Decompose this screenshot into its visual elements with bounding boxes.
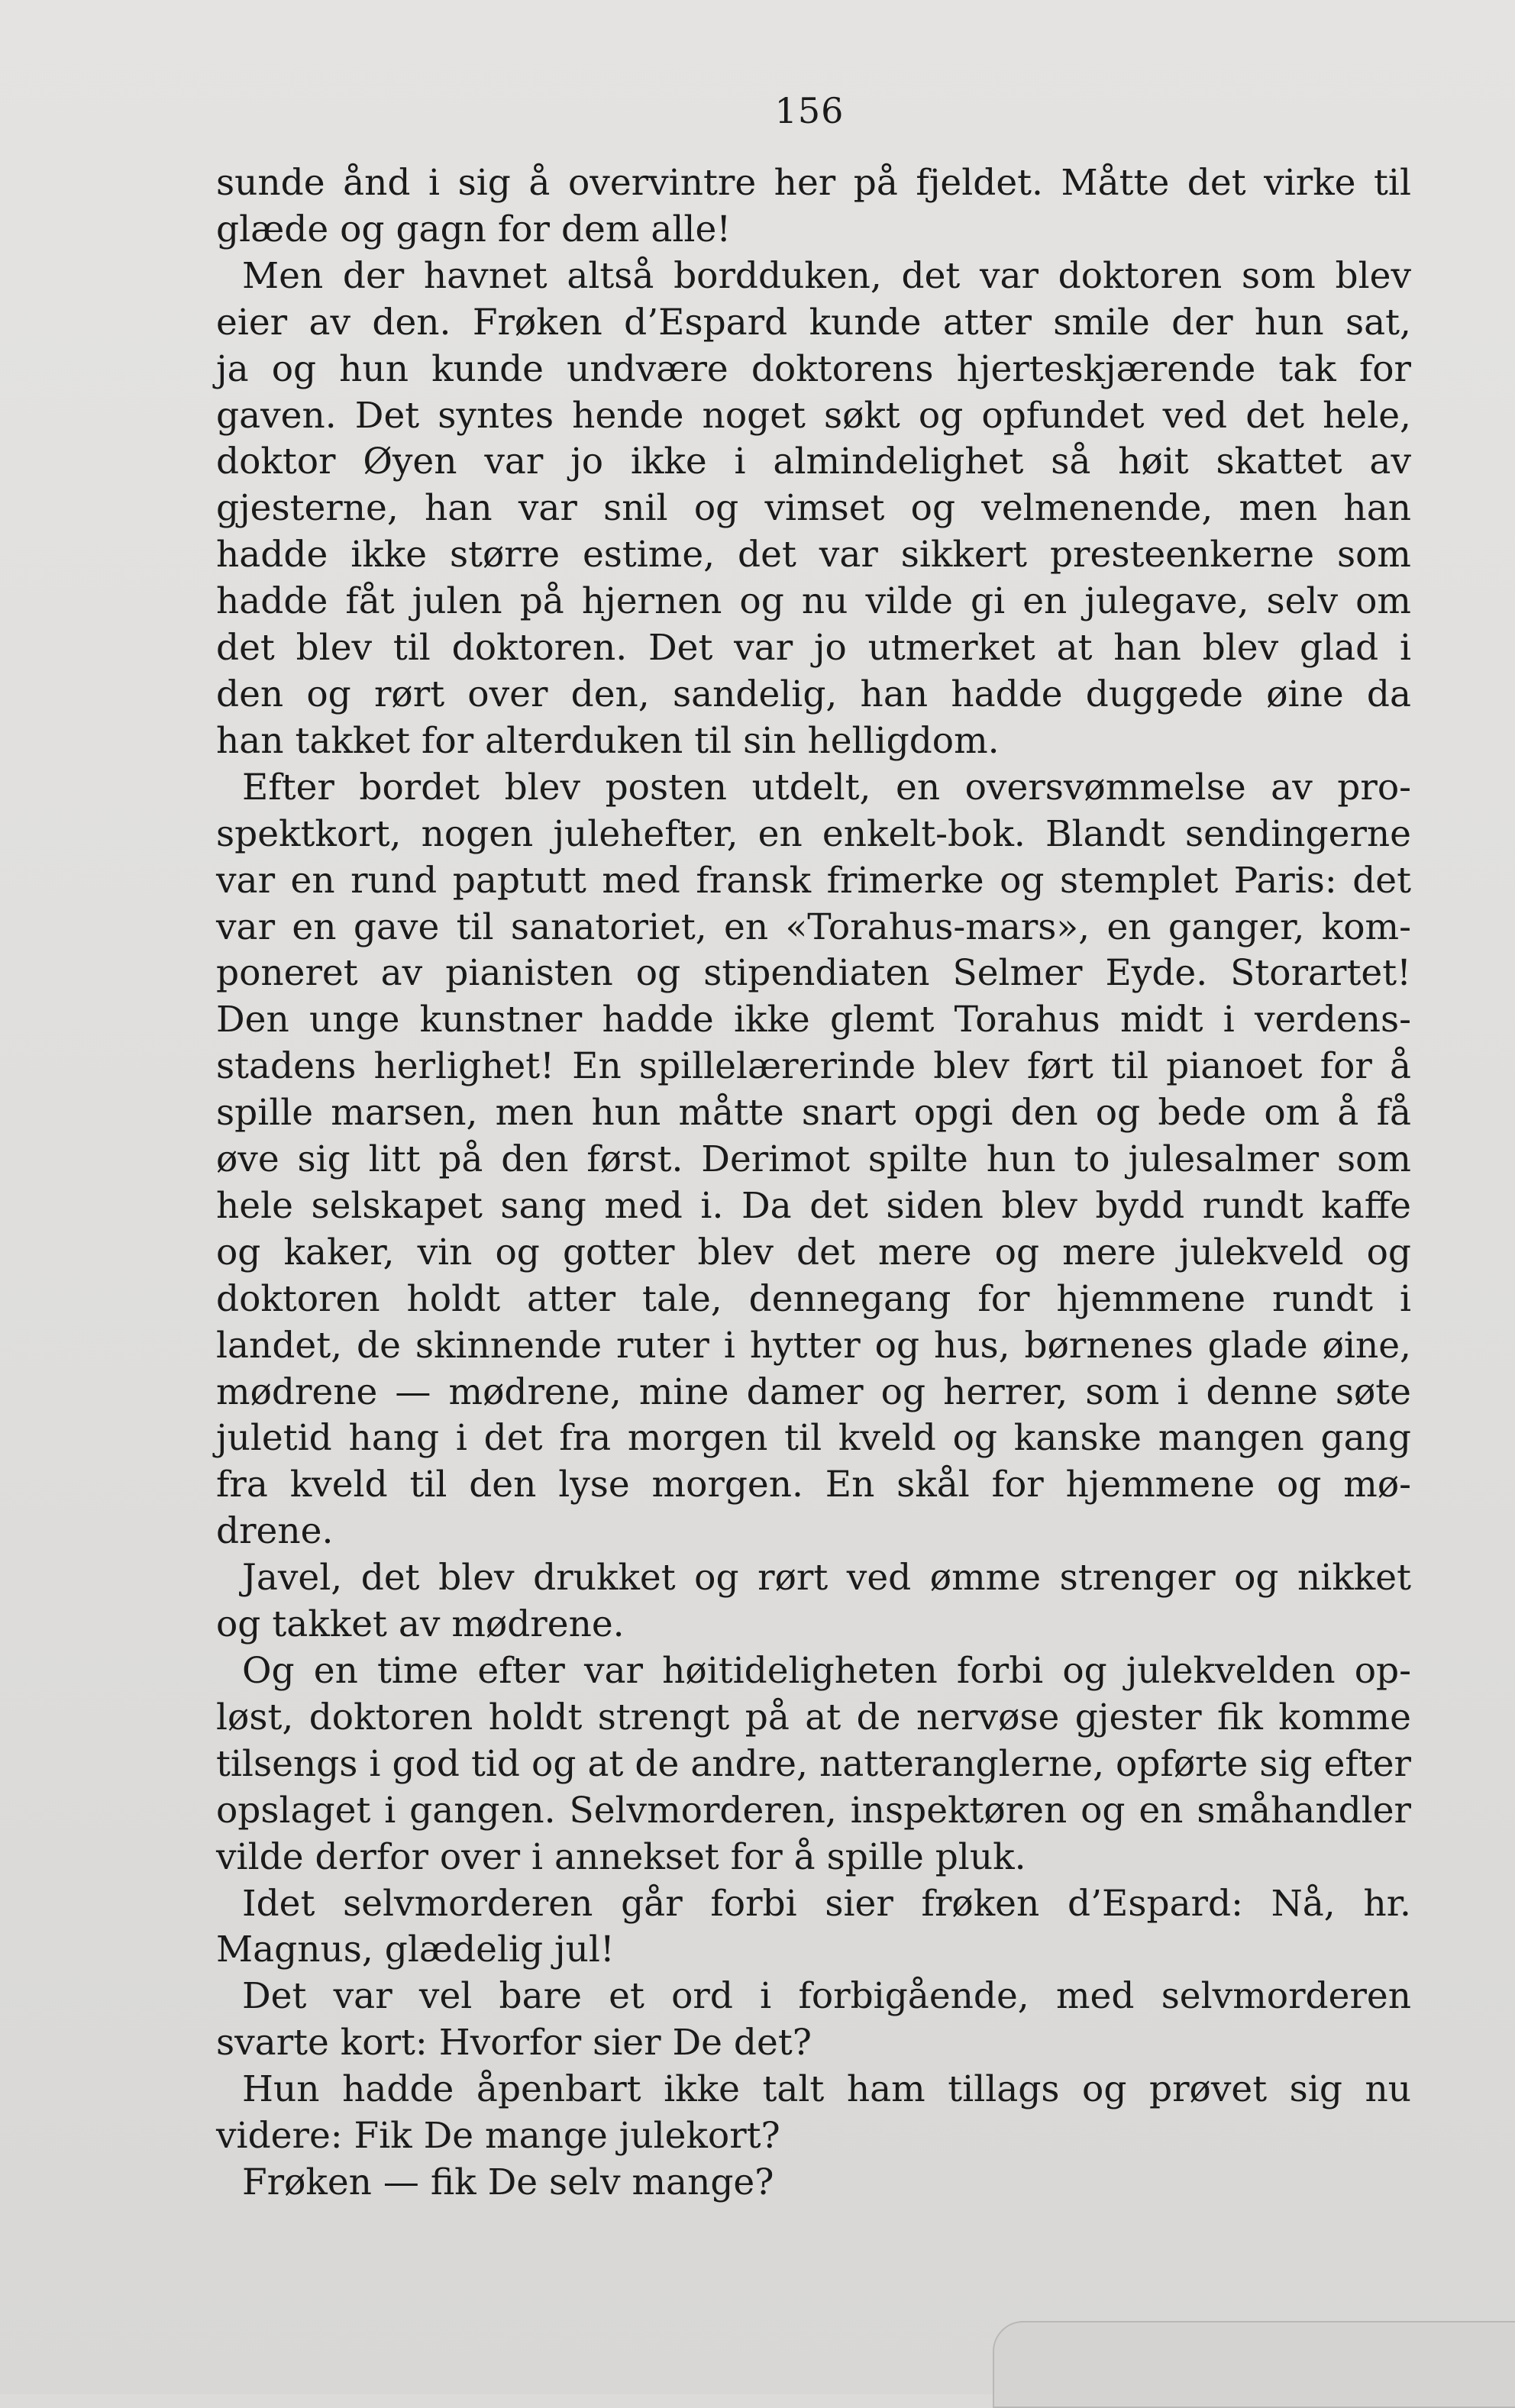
text-line: ja og hun kunde undvære doktorens hjerteskjærende tak for — [216, 347, 1411, 390]
text-line: øve sig litt på den først. Derimot spilte hun to julesalmer som — [216, 1138, 1411, 1181]
text-line: hadde fåt julen på hjernen og nu vilde gi en julegave, selv om — [216, 580, 1411, 623]
text-line: gjesterne, han var snil og vimset og velmenende, men han — [216, 487, 1411, 530]
text-line: juletid hang i det fra morgen til kveld og kanske mangen gang — [216, 1417, 1411, 1460]
text-line: Og en time efter var høitideligheten forbi og julekvelden op- — [242, 1650, 1411, 1692]
text-line: Men der havnet altså bordduken, det var doktoren som blev — [242, 254, 1411, 297]
text-line: Javel, det blev drukket og rørt ved ømme strenger og nikket — [242, 1557, 1411, 1599]
text-line: det blev til doktoren. Det var jo utmerket at han blev glad i — [216, 627, 1411, 670]
text-line: glæde og gagn for dem alle! — [216, 208, 732, 250]
text-line: og takket av mødrene. — [216, 1603, 625, 1646]
text-line: doktoren holdt atter tale, dennegang for hjemmene rundt i — [216, 1277, 1411, 1320]
text-line: svarte kort: Hvorfor sier De det? — [216, 2022, 812, 2064]
text-line: gaven. Det syntes hende noget søkt og opfundet ved det hele, — [216, 394, 1411, 437]
text-line: landet, de skinnende ruter i hytter og hus, børnenes glade øine, — [216, 1324, 1411, 1367]
text-line: opslaget i gangen. Selvmorderen, inspektøren og en småhandler — [216, 1789, 1411, 1832]
text-line: eier av den. Frøken d’Espard kunde atter smile der hun sat, — [216, 301, 1411, 344]
text-line: drene. — [216, 1510, 334, 1553]
text-line: Frøken — fik De selv mange? — [242, 2161, 774, 2203]
text-line: tilsengs i god tid og at de andre, natteranglerne, opførte sig efter — [216, 1742, 1411, 1785]
text-line: doktor Øyen var jo ikke i almindelighet så høit skattet av — [216, 441, 1411, 483]
text-line: Magnus, glædelig jul! — [216, 1929, 615, 1971]
text-line: var en rund paptutt med fransk frimerke og stemplet Paris: det — [216, 859, 1411, 902]
text-line: videre: Fik De mange julekort? — [216, 2115, 780, 2158]
text-line: spille marsen, men hun måtte snart opgi den og bede om å få — [216, 1092, 1411, 1135]
text-line: han takket for alterduken til sin helligdom. — [216, 719, 1000, 762]
text-line: løst, doktoren holdt strengt på at de nervøse gjester fik komme — [216, 1696, 1411, 1738]
page-number: 156 — [774, 90, 845, 131]
text-line: Hun hadde åpenbart ikke talt ham tillags og prøvet sig nu — [242, 2068, 1411, 2111]
text-line: var en gave til sanatoriet, en «Torahus-mars», en ganger, kom- — [216, 905, 1411, 948]
text-line: mødrene — mødrene, mine damer og herrer, som i denne søte — [216, 1370, 1411, 1413]
text-line: hele selskapet sang med i. Da det siden blev bydd rundt kaffe — [216, 1184, 1411, 1227]
text-line: vilde derfor over i annekset for å spille pluk. — [216, 1835, 1026, 1878]
text-line: poneret av pianisten og stipendiaten Selmer Eyde. Storartet! — [216, 952, 1411, 995]
text-line: spektkort, nogen julehefter, en enkelt-bok. Blandt sendingerne — [216, 812, 1411, 855]
text-line: og kaker, vin og gotter blev det mere og mere julekveld og — [216, 1231, 1411, 1273]
text-line: fra kveld til den lyse morgen. En skål for hjemmene og mø- — [216, 1464, 1411, 1506]
text-line: hadde ikke større estime, det var sikkert presteenkerne som — [216, 534, 1411, 576]
text-line: den og rørt over den, sandelig, han hadde duggede øine da — [216, 673, 1411, 715]
body-text — [216, 160, 1411, 2206]
text-line: Den unge kunstner hadde ikke glemt Torahus midt i verdens- — [216, 999, 1411, 1041]
text-line: Efter bordet blev posten utdelt, en oversvømmelse av pro- — [242, 766, 1411, 809]
text-line: Det var vel bare et ord i forbigående, med selvmorderen — [242, 1975, 1411, 2018]
text-line: stadens herlighet! En spillelærerinde blev ført til pianoet for å — [216, 1045, 1411, 1088]
text-line: Idet selvmorderen går forbi sier frøken d’Espard: Nå, hr. — [242, 1882, 1411, 1925]
text-line: sunde ånd i sig å overvintre her på fjeldet. Måtte det virke til — [216, 162, 1411, 204]
page-corner-shadow — [993, 2321, 1515, 2408]
